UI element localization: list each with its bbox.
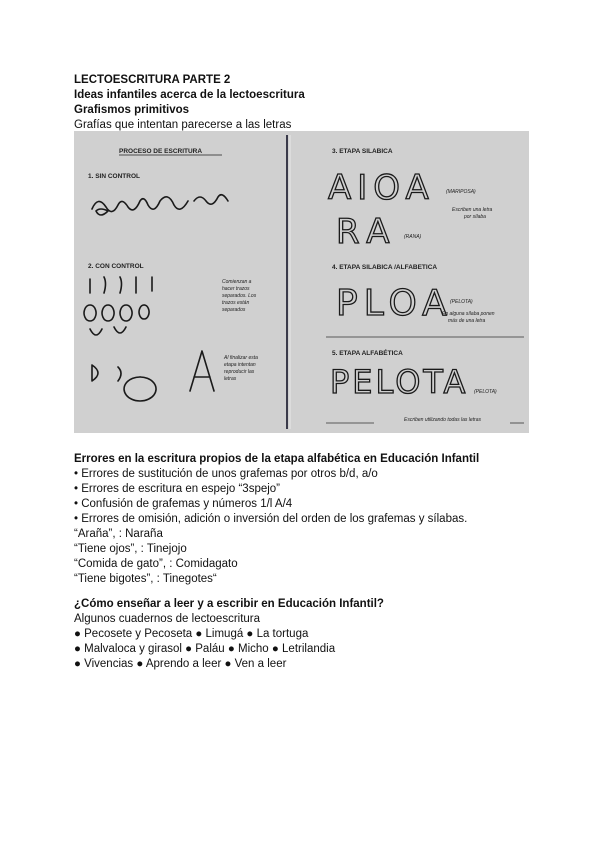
notebook-list-row: ● Pecosete y Pecoseta ● Limugá ● La tortuga	[74, 628, 309, 640]
word-pelota-a: PLOA	[336, 283, 453, 324]
svg-text:más de una letra: más de una letra	[448, 318, 486, 324]
section-heading: Grafismos primitivos	[74, 104, 190, 116]
svg-text:reproducir las: reproducir las	[224, 369, 255, 375]
svg-text:etapa intentan: etapa intentan	[224, 362, 256, 368]
label-mariposa: (MARIPOSA)	[446, 189, 476, 195]
stage1-label: 1. SIN CONTROL	[88, 173, 141, 180]
svg-text:hacer trazos: hacer trazos	[222, 286, 250, 292]
teaching-intro: Algunos cuadernos de lectoescritura	[74, 613, 261, 625]
error-example: “Tiene ojos”, : Tinejojo	[74, 543, 187, 555]
errors-heading: Errores en la escritura propios de la etapa alfabética en Educación Infantil	[74, 453, 480, 465]
notebook-list-row: ● Malvaloca y girasol ● Paláu ● Micho ● Letrilandia	[74, 643, 336, 655]
notebook-list-row: ● Vivencias ● Aprendo a leer ● Ven a leer	[74, 658, 287, 670]
stage4-label: 4. ETAPA SILABICA /ALFABETICA	[332, 264, 438, 271]
svg-text:Escriben una letra: Escriben una letra	[452, 207, 493, 213]
svg-text:separados. Los: separados. Los	[222, 293, 257, 299]
label-rana: (RANA)	[404, 234, 422, 240]
error-example: “Comida de gato”, : Comidagato	[74, 558, 238, 570]
error-item: • Errores de omisión, adición o inversión del orden de los grafemas y sílabas.	[74, 513, 468, 525]
error-example: “Araña”, : Naraña	[74, 528, 163, 540]
subtitle: Ideas infantiles acerca de la lectoescritura	[74, 89, 305, 101]
stage3-label: 3. ETAPA SILABICA	[332, 148, 393, 155]
error-item: • Errores de sustitución de unos grafemas por otros b/d, a/o	[74, 468, 378, 480]
error-item: • Confusión de grafemas y números 1/l A/4	[74, 498, 293, 510]
label-pelota-a: (PELOTA)	[450, 299, 473, 305]
stage2-label: 2. CON CONTROL	[88, 263, 144, 270]
svg-text:En alguna sílaba ponen: En alguna sílaba ponen	[442, 311, 495, 317]
writing-stages-figure	[74, 131, 529, 433]
left-title: PROCESO DE ESCRITURA	[119, 148, 203, 155]
page-title: LECTOESCRITURA PARTE 2	[74, 74, 231, 86]
svg-text:por sílaba: por sílaba	[464, 214, 486, 220]
teaching-heading: ¿Cómo enseñar a leer y a escribir en Educación Infantil?	[74, 598, 384, 610]
svg-text:trazos están: trazos están	[222, 300, 250, 306]
stage5-label: 5. ETAPA ALFABÉTICA	[332, 350, 403, 357]
word-pelota-b: PELOTA	[330, 363, 469, 401]
svg-text:letras: letras	[224, 376, 237, 382]
intro-text: Grafías que intentan parecerse a las letras	[74, 119, 292, 131]
note-stage5: Escriben utilizando todas las letras	[404, 417, 481, 423]
error-item: • Errores de escritura en espejo “3spejo”	[74, 483, 281, 495]
svg-text:Comienzan a: Comienzan a	[222, 279, 252, 285]
word-rana: RA	[336, 212, 398, 252]
svg-text:separados: separados	[222, 307, 246, 313]
label-pelota-b: (PELOTA)	[474, 389, 497, 395]
svg-text:Al finalizar esta: Al finalizar esta	[224, 355, 258, 361]
error-example: “Tiene bigotes”, : Tinegotes“	[74, 573, 217, 585]
word-mariposa: AIOA	[328, 168, 435, 208]
